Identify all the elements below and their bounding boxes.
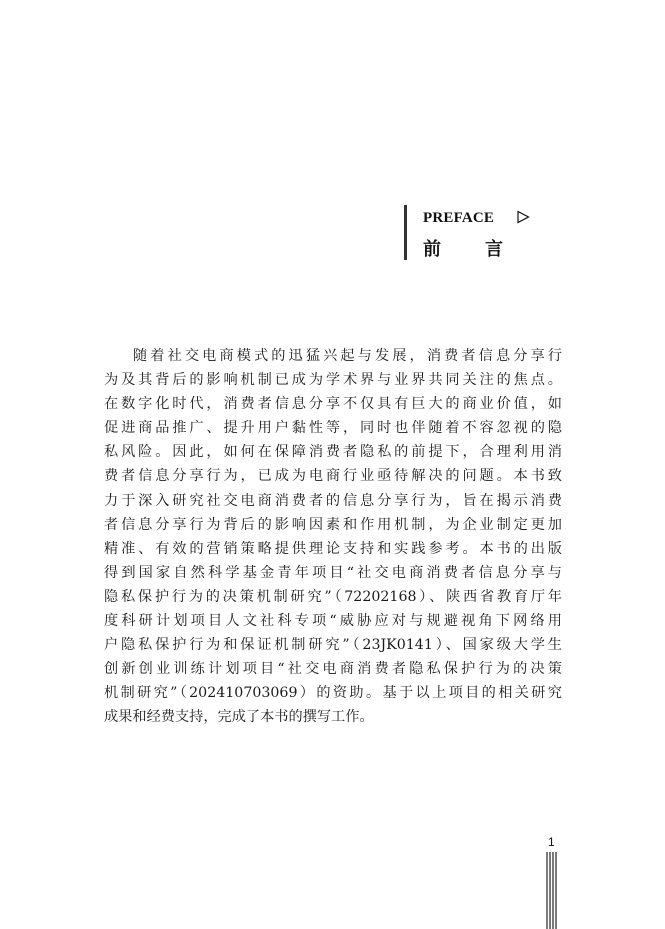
body-line: 随着社交电商模式的迅猛兴起与发展，消费者信息分享行 [133, 348, 562, 364]
body-line: 隐私保护行为的决策机制研究”（72202168）、陕西省教育厅年 [104, 588, 562, 605]
preface-body [104, 344, 562, 730]
page-number: 1 [548, 835, 555, 849]
preface-heading [404, 205, 554, 260]
body-line: 创新创业训练计划项目“社交电商消费者隐私保护行为的决策 [104, 661, 562, 678]
body-line: 精准、有效的营销策略提供理论支持和实践参考。本书的出版 [104, 540, 562, 557]
body-line: 机制研究”（202410703069）的资助。基于以上项目的相关研究 [104, 685, 562, 702]
body-line: 促进商品推广、提升用户黏性等，同时也伴随着不容忽视的隐 [104, 420, 562, 437]
body-line: 力于深入研究社交电商消费者的信息分享行为，旨在揭示消费 [104, 492, 562, 509]
triangle-right-outline-icon [516, 210, 530, 224]
heading-chinese [423, 235, 503, 261]
heading-vertical-bar [404, 205, 407, 260]
body-line: 度科研计划项目人文社科专项“威胁应对与规避视角下网络用 [104, 613, 562, 630]
body-line: 者信息分享行为背后的影响因素和作用机制，为企业制定更加 [104, 516, 562, 533]
body-line: 在数字化时代，消费者信息分享不仅具有巨大的商业价值，如 [104, 396, 562, 413]
heading-chinese-char-1: 前 [423, 239, 441, 260]
body-line: 得到国家自然科学基金青年项目“社交电商消费者信息分享与 [104, 564, 562, 581]
body-line: 成果和经费支持，完成了本书的撰写工作。 [104, 709, 374, 726]
body-line: 费者信息分享行为，已成为电商行业亟待解决的问题。本书致 [104, 468, 562, 485]
page-edge-marker [545, 852, 559, 929]
body-line: 户隐私保护行为和保证机制研究”（23JK0141）、国家级大学生 [104, 637, 562, 654]
body-line: 私风险。因此，如何在保障消费者隐私的前提下，合理利用消 [104, 444, 562, 461]
heading-chinese-char-2: 言 [485, 239, 503, 260]
body-line: 为及其背后的影响机制已成为学术界与业界共同关注的焦点。 [104, 372, 562, 389]
heading-english: PREFACE [423, 210, 495, 226]
